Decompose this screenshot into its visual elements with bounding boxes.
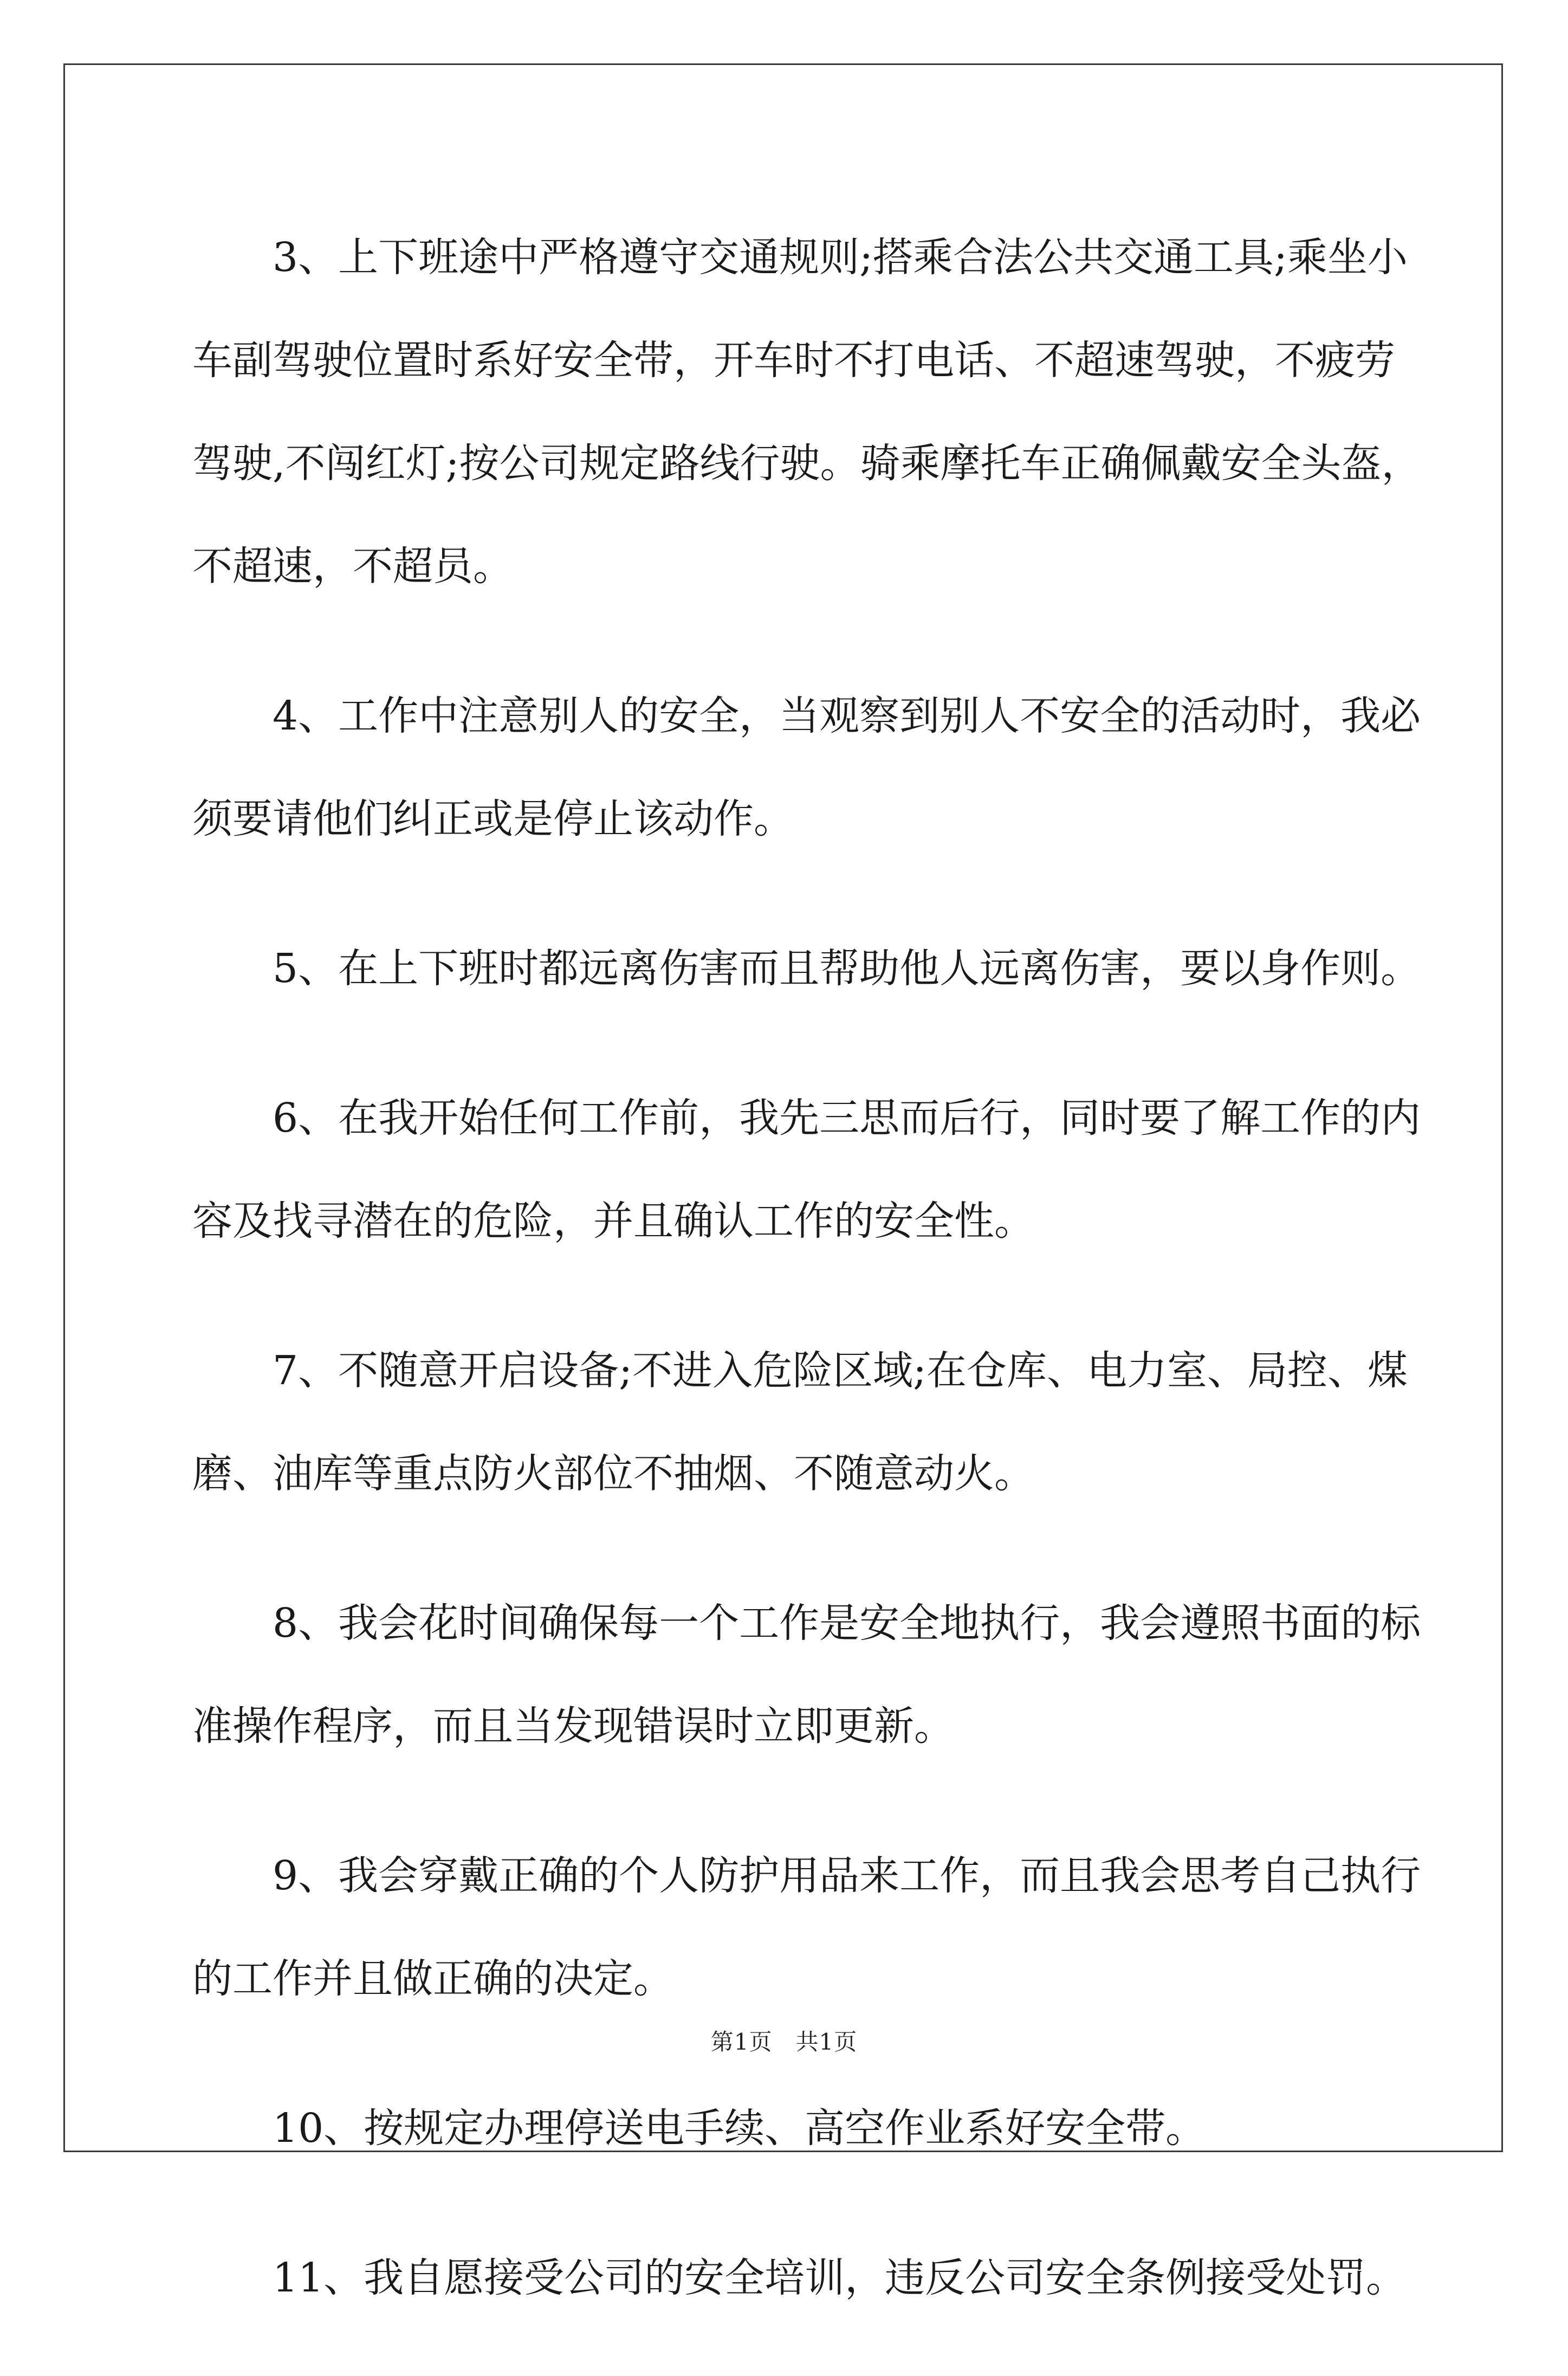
paragraph-line: 车副驾驶位置时系好安全带，开车时不打电话、不超速驾驶，不疲劳: [192, 337, 1395, 384]
paragraph-line: 3、上下班途中严格遵守交通规则;搭乘合法公共交通工具;乘坐小: [273, 234, 1408, 281]
paragraph-line: 容及找寻潜在的危险，并且确认工作的安全性。: [192, 1198, 1034, 1244]
paragraph-item-10: [192, 2077, 1379, 2180]
paragraph-line: 8、我会花时间确保每一个工作是安全地执行，我会遵照书面的标: [273, 1600, 1421, 1647]
paragraph-item-4: [192, 664, 1421, 870]
paragraph-line: 的工作并且做正确的决定。: [192, 1955, 673, 2002]
paragraph-line: 11、我自愿接受公司的安全培训，违反公司安全条例接受处罚。: [273, 2255, 1407, 2301]
paragraph-line: 驾驶,不闯红灯;按公司规定路线行驶。骑乘摩托车正确佩戴安全头盔，: [192, 440, 1422, 487]
paragraph-line: 磨、油库等重点防火部位不抽烟、不随意动火。: [192, 1450, 1034, 1497]
page-footer: 第1页 共1页: [710, 2029, 858, 2055]
paragraph-item-11: [192, 2226, 1407, 2329]
paragraph-line: 7、不随意开启设备;不进入危险区域;在仓库、电力室、局控、煤: [273, 1347, 1408, 1394]
paragraph-line: 不超速，不超员。: [192, 543, 513, 590]
paragraph-item-3: [192, 206, 1422, 618]
paragraph-item-5: [192, 917, 1421, 1020]
paragraph-line: 准操作程序，而且当发现错误时立即更新。: [192, 1703, 954, 1749]
paragraph-item-6: [192, 1067, 1421, 1273]
paragraph-line: 9、我会穿戴正确的个人防护用品来工作，而且我会思考自己执行: [273, 1852, 1421, 1899]
paragraph-item-7: [192, 1319, 1408, 1525]
paragraph-line: 10、按规定办理停送电手续、高空作业系好安全带。: [273, 2105, 1206, 2152]
paragraph-line: 须要请他们纠正或是停止该动作。: [192, 796, 794, 842]
paragraph-item-9: [192, 1824, 1421, 2030]
paragraph-item-8: [192, 1572, 1421, 1778]
paragraph-line: 6、在我开始任何工作前，我先三思而后行，同时要了解工作的内: [273, 1095, 1421, 1141]
paragraph-line: 4、工作中注意别人的安全，当观察到别人不安全的活动时，我必: [273, 693, 1421, 739]
paragraph-line: 5、在上下班时都远离伤害而且帮助他人远离伤害，要以身作则。: [273, 945, 1421, 992]
